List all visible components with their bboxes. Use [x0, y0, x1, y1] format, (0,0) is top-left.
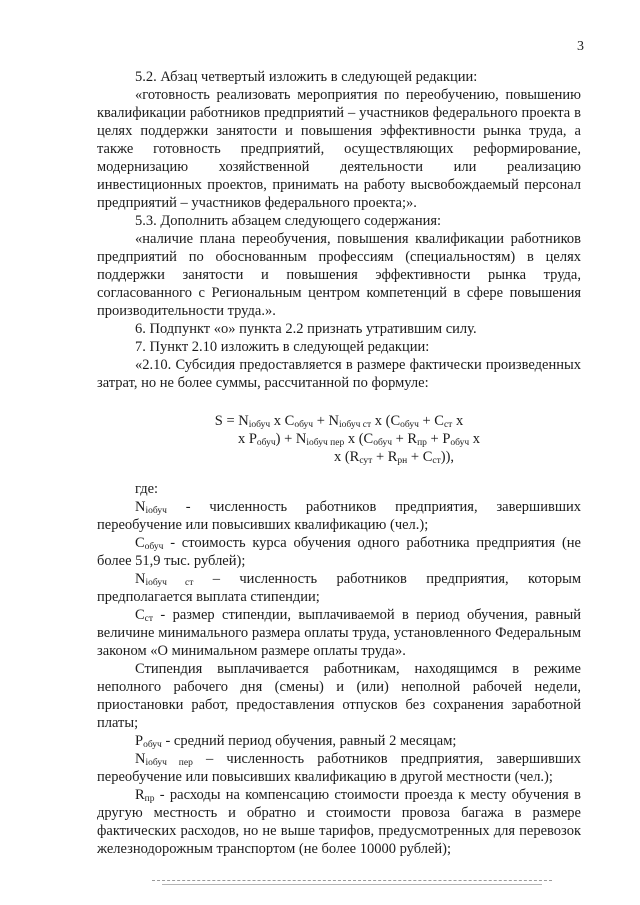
- document-body: [97, 68, 581, 858]
- definition-n-iobuch: $N_{iобуч}$ - численность работников предприятия, завершивших переобучение или повысивших квалификацию (чел.);: [97, 499, 581, 533]
- paragraph-2-10: «2.10. Субсидия предоставляется в размере фактически произведенных затрат, но не более суммы, рассчитанной по формуле:: [97, 357, 581, 391]
- paragraph-5-2: 5.2. Абзац четвертый изложить в следующей редакции:: [135, 69, 478, 85]
- definition-c-obuch: $C_{обуч}$ - стоимость курса обучения одного работника предприятия (не более 51,9 тыс. рублей);: [97, 535, 581, 569]
- paragraph-6: 6. Подпункт «о» пункта 2.2 признать утратившим силу.: [135, 321, 477, 337]
- definition-n-iobuch-st: $N_{iобуч ст}$ – численность работников предприятия, которым предполагается выплата стипендии;: [97, 571, 581, 605]
- scan-footer-line-lower: [162, 884, 542, 885]
- paragraph-5-3: 5.3. Дополнить абзацем следующего содержания:: [135, 213, 442, 229]
- formula-line-2: x $P_{обуч}) + N_{iобуч пер}$ x ($C_{обуч} + R_{пр} + P_{обуч}$ x: [237, 431, 481, 448]
- subsidy-formula: [97, 412, 581, 466]
- definition-n-iobuch-per: $N_{iобуч пер}$ – численность работников предприятия, завершивших переобучение или повысивших квалификацию в другой местности (чел.);: [97, 751, 581, 785]
- definition-c-st: $C_{ст}$ - размер стипендии, выплачиваемой в период обучения, равный величине минимального размера оплаты труда, установленного Федеральным законом «О минимальном размере оплаты труда».: [97, 607, 581, 659]
- paragraph-stipend: Стипендия выплачивается работникам, находящимся в режиме неполного рабочего дня (смены) и (или) неполной рабочей недели, приостановки работ, предоставления отпусков без сохранения заработной платы;: [97, 661, 581, 731]
- scan-footer-line: [152, 880, 552, 881]
- formula-line-1: $S = N_{iобуч}$ x $C_{обуч} + N_{iобуч ст}$ x ($C_{обуч} + C_{ст}$ x: [214, 413, 464, 430]
- paragraph-7: 7. Пункт 2.10 изложить в следующей редакции:: [135, 339, 430, 355]
- formula-line-3: x $(R_{сут} + R_{рн} + C_{ст})$),: [333, 449, 455, 466]
- where-label: где:: [135, 481, 159, 497]
- paragraph-plan: «наличие плана переобучения, повышения квалификации работников предприятий по обоснованным профессиям (специальностям) в целях поддержки занятости и повышения эффективности рынка труда, согласованного с Региональным центром компетенций в сфере повышения производительности труда.».: [97, 231, 581, 319]
- page-number: 3: [577, 39, 584, 54]
- paragraph-readiness: «готовность реализовать мероприятия по переобучению, повышению квалификации работников предприятий – участников федерального проекта в целях поддержки занятости и повышения эффективности рынка труда, а также готовность предприятий, осуществляющих реформирование, модернизацию хозяйственной деятельности или реализацию инвестиционных проектов, принимать на работу высвобождаемый персонал предприятий – участников федерального проекта;».: [97, 87, 581, 211]
- definition-r-pr: $R_{пр}$ - расходы на компенсацию стоимости проезда к месту обучения в другую местность и обратно и стоимости провоза багажа в размере фактических расходов, но не выше тарифов, предусмотренных для перевозок железнодорожным транспортом (не более 10000 рублей);: [97, 787, 581, 857]
- definition-p-obuch: $P_{обуч}$ - средний период обучения, равный 2 месяцам;: [135, 733, 457, 750]
